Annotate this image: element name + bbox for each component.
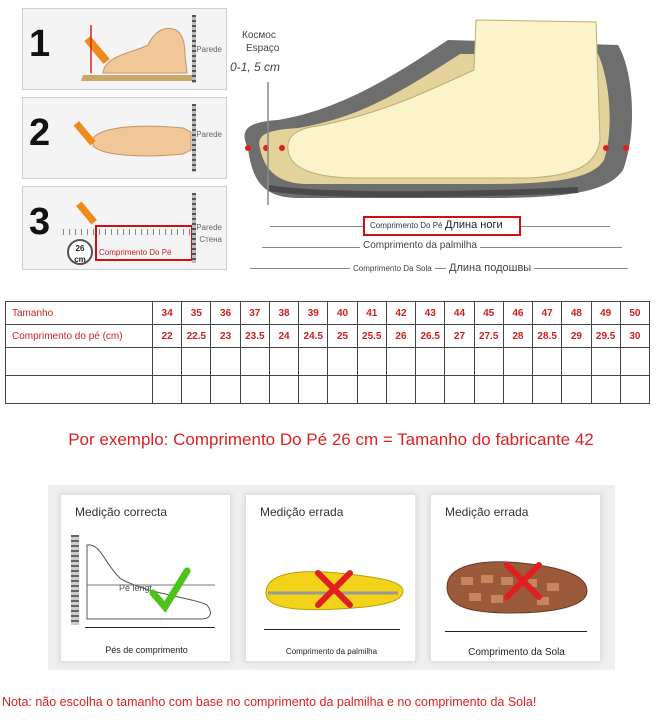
size-cell: 37 (240, 302, 269, 325)
card-correct (60, 494, 231, 662)
step-number: 1 (29, 23, 51, 65)
size-cell: 38 (269, 302, 298, 325)
space-value: 0-1, 5 cm (230, 60, 281, 74)
row-label-size: Tamanho (6, 302, 153, 325)
table-row (6, 376, 650, 404)
length-cell: 22 (153, 325, 182, 348)
note-text: Nota: não escolha o tamanho com base no comprimento da palmilha e no comprimento da Sola! (2, 695, 537, 709)
length-cell: 23.5 (240, 325, 269, 348)
card-caption: Comprimento da palmilha (285, 647, 378, 656)
example-text: Por exemplo: Comprimento Do Pé 26 cm = Tamanho do fabricante 42 (68, 430, 594, 449)
length-cell: 23 (211, 325, 240, 348)
check-icon (149, 565, 191, 615)
cross-icon (312, 567, 356, 611)
step-number: 2 (29, 112, 51, 154)
length-cell: 25.5 (357, 325, 386, 348)
length-cell: 24.5 (299, 325, 328, 348)
baseline-rule (445, 631, 587, 632)
table-row (6, 302, 650, 325)
length-cell: 24 (269, 325, 298, 348)
size-cell: 46 (503, 302, 532, 325)
length-cell: 27.5 (474, 325, 503, 348)
length-cell: 30 (620, 325, 649, 348)
cross-icon (501, 559, 545, 603)
size-cell: 43 (416, 302, 445, 325)
length-cell: 26.5 (416, 325, 445, 348)
wall-label: Parede (196, 223, 222, 232)
size-cell: 48 (562, 302, 591, 325)
length-cell: 27 (445, 325, 474, 348)
foot-length-ru: Длина ноги (445, 219, 503, 231)
length-cell: 29.5 (591, 325, 620, 348)
pencil-icon (76, 202, 97, 225)
insole-length-label: Comprimento da palmilha (360, 240, 480, 251)
size-cell: 49 (591, 302, 620, 325)
foot-length-pt: Comprimento Do Pé (370, 221, 443, 230)
size-cell: 47 (533, 302, 562, 325)
length-cell: 26 (386, 325, 415, 348)
size-table (5, 301, 650, 404)
row-label-length: Comprimento do pé (cm) (6, 325, 153, 348)
size-cell: 41 (357, 302, 386, 325)
step-2-panel (22, 97, 227, 179)
length-cell: 25 (328, 325, 357, 348)
size-cell: 40 (328, 302, 357, 325)
space-label-pt: Espaço (246, 43, 280, 54)
length-cell: 22.5 (182, 325, 211, 348)
size-cell: 39 (299, 302, 328, 325)
card-title: Medição errada (445, 505, 529, 519)
size-cell: 34 (153, 302, 182, 325)
wall-label: Parede (196, 45, 222, 54)
length-cell: 28.5 (533, 325, 562, 348)
step-number: 3 (29, 201, 51, 243)
step-1-panel (22, 8, 227, 90)
measure-label: Comprimento Do Pé (99, 248, 172, 257)
card-caption: Pés de comprimento (105, 645, 188, 655)
wall-label-ru: Стена (199, 235, 222, 244)
card-caption: Comprimento da Sola (468, 647, 565, 658)
sole-length-line (250, 268, 628, 269)
card-wrong-sole (430, 494, 601, 662)
size-cell: 36 (211, 302, 240, 325)
length-cell: 28 (503, 325, 532, 348)
sole-length-pt: Comprimento Da Sola (350, 264, 435, 273)
table-row (6, 325, 650, 348)
size-cell: 45 (474, 302, 503, 325)
foot-side-illustration (73, 15, 203, 89)
size-cell: 35 (182, 302, 211, 325)
size-cell: 42 (386, 302, 415, 325)
card-title: Medição correcta (75, 505, 168, 519)
length-cell: 29 (562, 325, 591, 348)
inner-label: Pé lengt (119, 583, 153, 593)
size-cell: 50 (620, 302, 649, 325)
wall-label: Parede (196, 130, 222, 139)
shoe-cross-section (238, 10, 638, 205)
step-3-panel (22, 186, 227, 270)
table-row (6, 348, 650, 376)
sole-length-ru: Длина подошвы (446, 262, 534, 274)
foot-top-illustration (73, 104, 203, 178)
wall-marker (71, 535, 79, 625)
size-cell: 44 (445, 302, 474, 325)
space-label-ru: Космос (242, 30, 276, 41)
card-wrong-insole (245, 494, 416, 662)
baseline-rule (85, 627, 215, 628)
card-title: Medição errada (260, 505, 344, 519)
size-badge: 26 cm (67, 239, 93, 265)
baseline-rule (264, 629, 400, 630)
